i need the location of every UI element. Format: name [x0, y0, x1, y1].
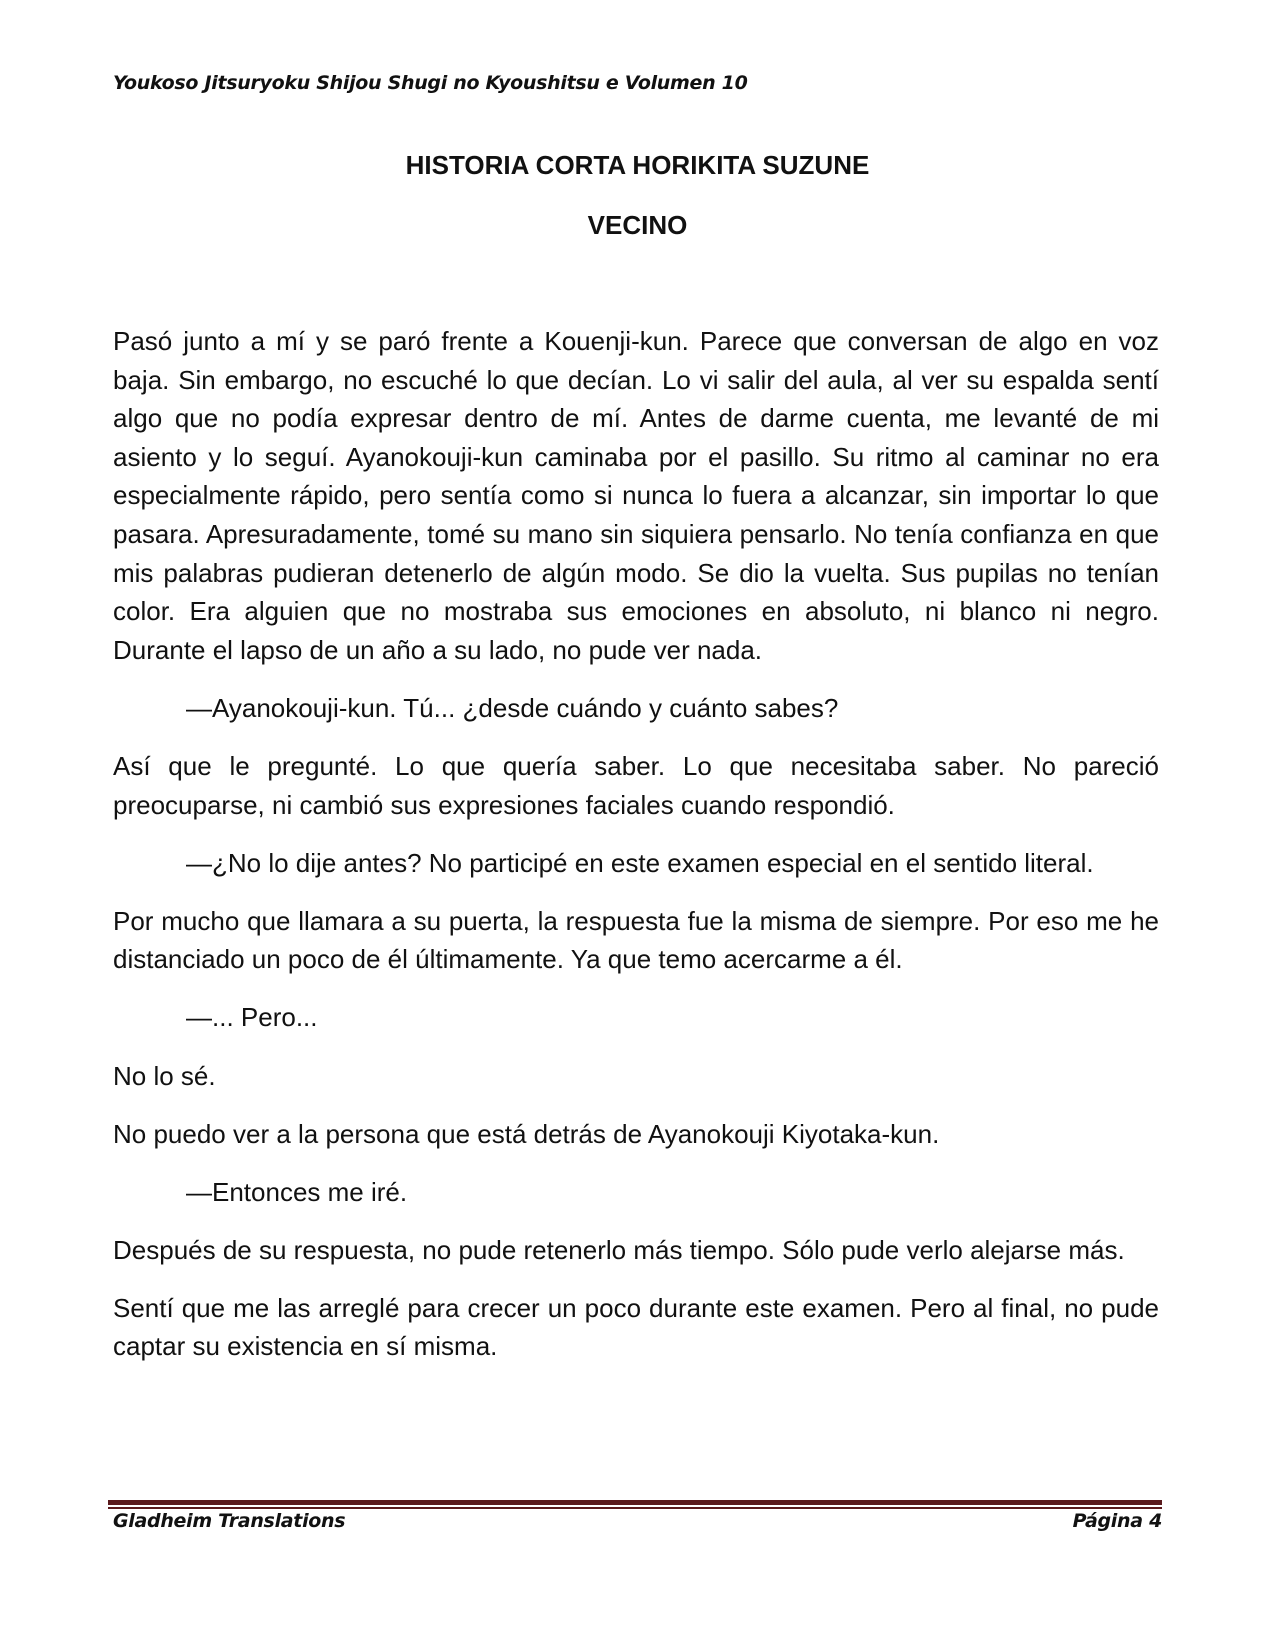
paragraph-narration: No puedo ver a la persona que está detrás de Ayanokouji Kiyotaka-kun. — [113, 1118, 940, 1149]
paragraph-narration: No lo sé. — [113, 1060, 216, 1091]
paragraph-dialogue: —Entonces me iré. — [186, 1176, 408, 1207]
paragraph-dialogue: —Ayanokouji-kun. Tú... ¿desde cuándo y cuánto sabes? — [186, 692, 839, 723]
paragraph-narration: Sentí que me las arreglé para crecer un poco durante este examen. Pero al final, no pude captar su existencia en sí misma. — [113, 1292, 1159, 1362]
paragraph-narration: Pasó junto a mí y se paró frente a Kouenji-kun. Parece que conversan de algo en voz baja. Sin embargo, no escuché lo que decían. Lo vi salir del aula, al ver su espalda sentí algo que no podía expresar dentro de mí. Antes de darme cuenta, me levanté de mi asiento y lo seguí. Ayanokouji-kun caminaba por el pasillo. Su ritmo al caminar no era especialmente rápido, pero sentía como si nunca lo fuera a alcanzar, sin importar lo que pasara. Apresuradamente, tomé su mano sin siquiera pensarlo. No tenía confianza en que mis palabras pudieran detenerlo de algún modo. Se dio la vuelta. Sus pupilas no tenían color. Era alguien que no mostraba sus emociones en absoluto, ni blanco ni negro. Durante el lapso de un año a su lado, no pude ver nada. — [113, 326, 1159, 665]
paragraph-dialogue: —¿No lo dije antes? No participé en este examen especial en el sentido literal. — [186, 847, 1094, 878]
paragraph-narration: Así que le pregunté. Lo que quería saber. Lo que necesitaba saber. No pareció preocuparse, ni cambió sus expresiones faciales cuando respondió. — [113, 750, 1159, 820]
running-header: Youkoso Jitsuryoku Shijou Shugi no Kyoushitsu e Volumen 10 — [113, 72, 748, 94]
paragraph-narration: Por mucho que llamara a su puerta, la respuesta fue la misma de siempre. Por eso me he distanciado un poco de él últimamente. Ya que temo acercarme a él. — [113, 905, 1159, 975]
footer-publisher: Gladheim Translations — [113, 1510, 346, 1532]
chapter-title: HISTORIA CORTA HORIKITA SUZUNE — [405, 150, 870, 180]
chapter-subtitle: VECINO — [587, 210, 688, 240]
paragraph-narration: Después de su respuesta, no pude retenerlo más tiempo. Sólo pude verlo alejarse más. — [113, 1234, 1125, 1265]
paragraph-dialogue: —... Pero... — [186, 1002, 318, 1033]
footer-divider — [108, 1500, 1162, 1509]
story-body — [113, 322, 1159, 1386]
page-number: Página 4 — [1072, 1510, 1162, 1532]
